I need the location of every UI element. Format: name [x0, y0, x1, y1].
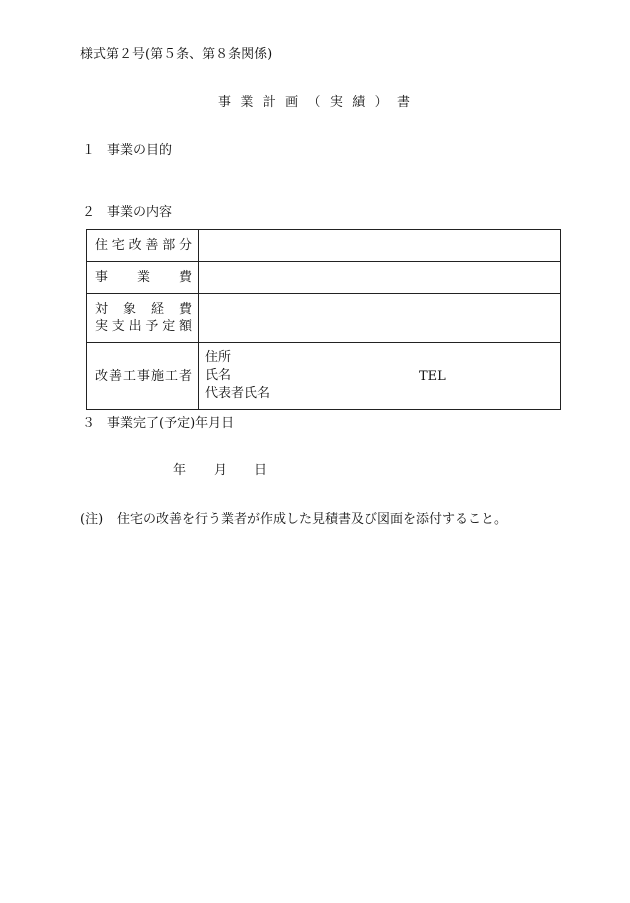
name-field-label: 氏名 — [205, 368, 232, 383]
row-label-line: 実支出予定額 — [95, 319, 192, 334]
row-label: 事業費 — [95, 270, 192, 285]
row-value-cell — [199, 230, 561, 262]
table-row — [87, 294, 561, 343]
section-label: 事業の目的 — [107, 143, 173, 158]
form-number: 様式第２号(第５条、第８条関係) — [80, 47, 273, 62]
table-row — [87, 343, 561, 410]
date-month-label: 月 — [214, 463, 228, 478]
content-table — [86, 229, 561, 410]
section-completion-date — [82, 417, 234, 431]
section-content — [82, 206, 172, 220]
row-label-cell — [87, 230, 199, 262]
row-label-cell — [87, 343, 199, 410]
table-row — [87, 262, 561, 294]
section-number: ３ — [82, 416, 96, 431]
section-label: 事業の内容 — [107, 205, 173, 220]
tel-field-label: TEL — [419, 369, 446, 384]
table-row — [87, 230, 561, 262]
section-number: １ — [82, 143, 96, 158]
note-text: 住宅の改善を行う業者が作成した見積書及び図面を添付すること。 — [117, 512, 508, 527]
row-label: 改善工事施工者 — [95, 368, 192, 384]
section-purpose — [82, 144, 172, 158]
row-label-line: 対象経費 — [95, 302, 192, 317]
date-day-label: 日 — [254, 463, 268, 478]
contractor-info-cell — [199, 343, 561, 410]
row-label-cell — [87, 262, 199, 294]
address-field-label: 住所 — [205, 350, 232, 365]
note — [80, 513, 507, 527]
document-title: 事業計画（実績）書 — [218, 95, 410, 110]
representative-field-label: 代表者氏名 — [205, 386, 271, 401]
row-value-cell — [199, 294, 561, 343]
date-year-label: 年 — [173, 463, 187, 478]
row-value-cell — [199, 262, 561, 294]
section-label: 事業完了(予定)年月日 — [107, 416, 235, 431]
row-label: 住宅改善部分 — [95, 238, 192, 253]
section-number: ２ — [82, 205, 96, 220]
row-label-cell — [87, 294, 199, 343]
note-label: (注) — [80, 512, 104, 527]
